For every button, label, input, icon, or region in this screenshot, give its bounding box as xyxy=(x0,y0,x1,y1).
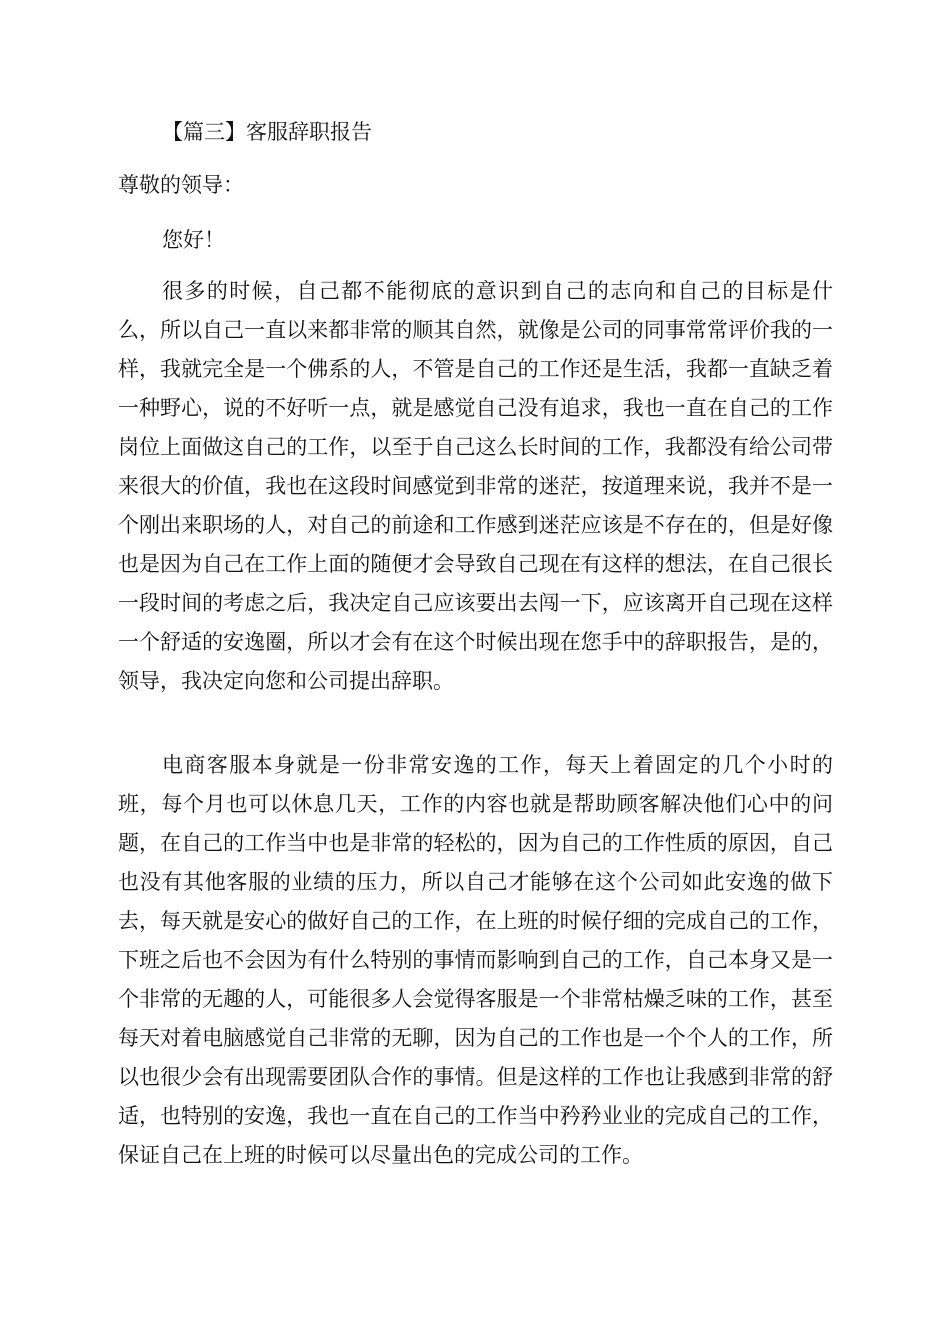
body-paragraph: 电商客服本身就是一份非常安逸的工作，每天上着固定的几个小时的班，每个月也可以休息几天，工作的内容也就是帮助顾客解决他们心中的问题，在自己的工作当中也是非常的轻松的，因为自己的工作性质的原因，自己也没有其他客服的业绩的压力，所以自己才能够在这个公司如此安逸的做下去，每天就是安心的做好自己的工作，在上班的时候仔细的完成自己的工作，下班之后也不会因为有什么特别的事情而影响到自己的工作，自己本身又是一个非常的无趣的人，可能很多人会觉得客服是一个非常枯燥乏味的工作，甚至每天对着电脑感觉自己非常的无聊，因为自己的工作也是一个个人的工作，所以也很少会有出现需要团队合作的事情。但是这样的工作也让我感到非常的舒适，也特别的安逸，我也一直在自己的工作当中矜矜业业的完成自己的工作，保证自己在上班的时候可以尽量出色的完成公司的工作。 xyxy=(118,753,833,1167)
greeting: 您好！ xyxy=(162,228,225,252)
document-heading: 【篇三】客服辞职报告 xyxy=(162,120,372,144)
salutation: 尊敬的领导： xyxy=(118,173,244,197)
body-paragraph: 很多的时候，自己都不能彻底的意识到自己的志向和自己的目标是什么，所以自己一直以来都非常的顺其自然，就像是公司的同事常常评价我的一样，我就完全是一个佛系的人，不管是自己的工作还是生活，我都一直缺乏着一种野心，说的不好听一点，就是感觉自己没有追求，我也一直在自己的工作岗位上面做这自己的工作，以至于自己这么长时间的工作，我都没有给公司带来很大的价值，我也在这段时间感觉到非常的迷茫，按道理来说，我并不是一个刚出来职场的人，对自己的前途和工作感到迷茫应该是不存在的，但是好像也是因为自己在工作上面的随便才会导致自己现在有这样的想法，在自己很长一段时间的考虑之后，我决定自己应该要出去闯一下，应该离开自己现在这样一个舒适的安逸圈，所以才会有在这个时候出现在您手中的辞职报告，是的，领导，我决定向您和公司提出辞职。 xyxy=(118,279,833,693)
